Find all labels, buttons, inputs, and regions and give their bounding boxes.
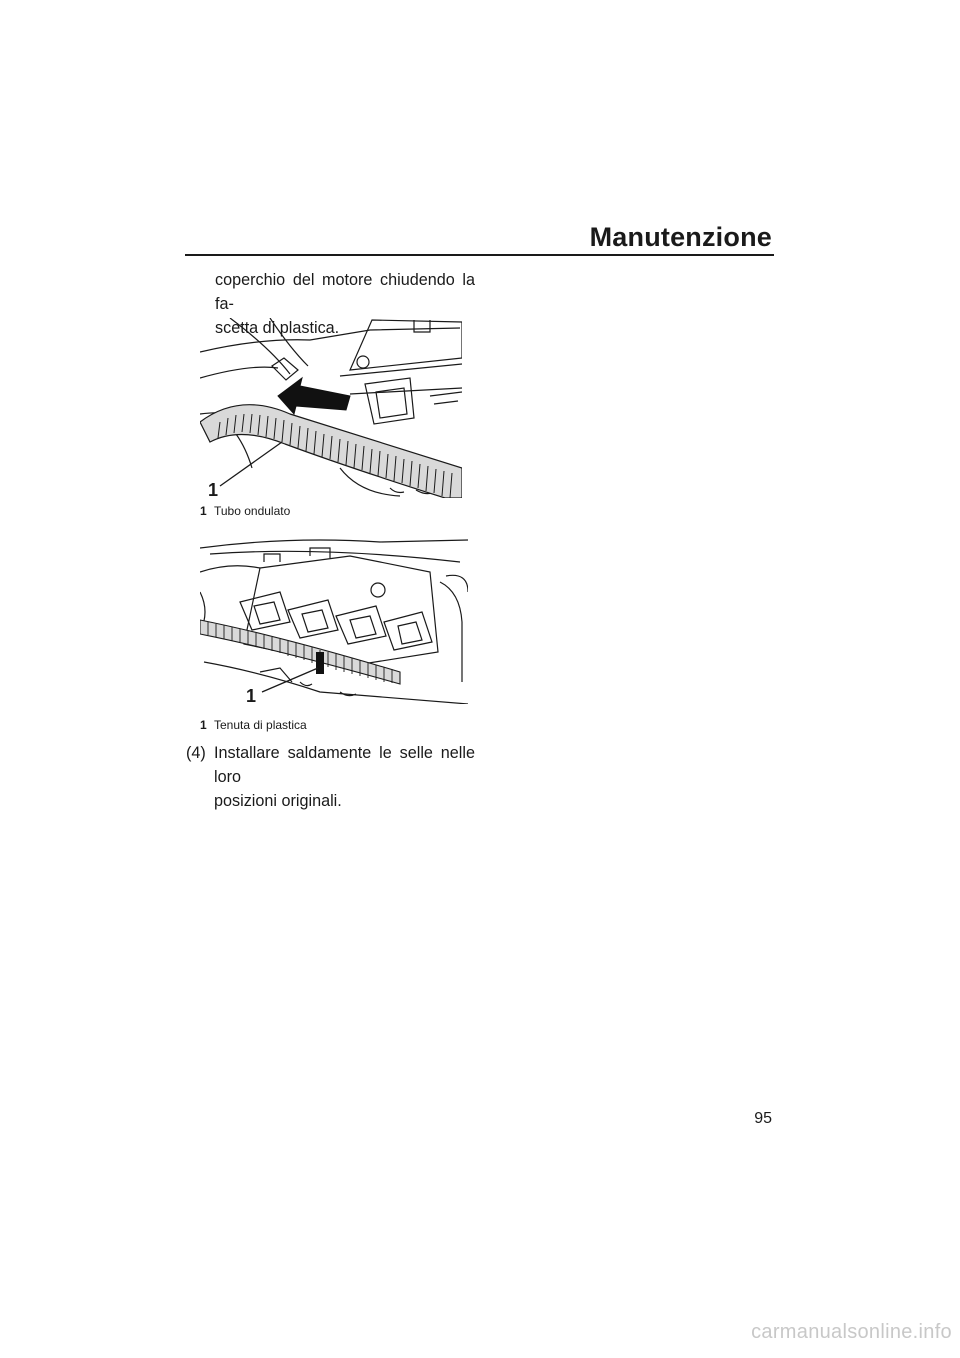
figure-2-caption	[200, 718, 307, 732]
corrugated-tube-illustration	[200, 318, 462, 498]
figure-2-callout: 1	[246, 686, 257, 704]
step-number: (4)	[186, 744, 206, 762]
plastic-clip-illustration	[200, 532, 468, 704]
step-line-2: posizioni originali.	[214, 792, 342, 810]
step-4	[186, 741, 475, 813]
figure-1-caption-number: 1	[200, 504, 207, 518]
figure-1-caption	[200, 504, 290, 518]
header-rule	[185, 254, 774, 256]
step-text	[186, 741, 475, 813]
figure-1-callout: 1	[208, 480, 219, 498]
figure-2-caption-number: 1	[200, 718, 207, 732]
intro-line-1: coperchio del motore chiudendo la fa-	[215, 271, 475, 313]
intro-line-2: scetta di plastica.	[215, 319, 340, 337]
figure-2-caption-text: Tenuta di plastica	[214, 718, 307, 732]
figure-1-caption-text: Tubo ondulato	[214, 504, 291, 518]
step-line-1: Installare saldamente le selle nelle loro	[214, 744, 475, 786]
page-title: Manutenzione	[589, 222, 772, 252]
page-number: 95	[754, 1110, 772, 1127]
watermark-text: carmanualsonline.info	[751, 1321, 952, 1343]
